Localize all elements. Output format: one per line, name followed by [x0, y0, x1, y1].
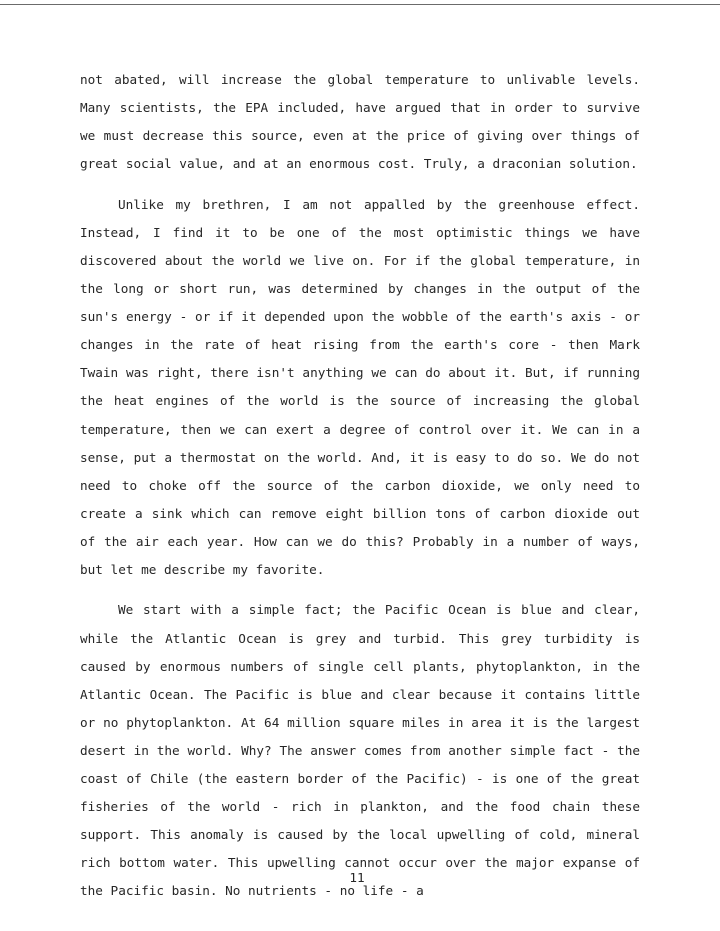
body-paragraph-1: not abated, will increase the global temperature to unlivable levels. Many scientists, the EPA included, have argued that in order to survive we must decrease this source, even at the price of giving over things of great social value, and at an enormous cost. Truly, a draconian solution. [80, 72, 640, 172]
page-number-footer [0, 870, 720, 885]
page-body [80, 66, 640, 899]
page-number: 11 [349, 870, 365, 885]
body-paragraph-3: We start with a simple fact; the Pacific Ocean is blue and clear, while the Atlantic Ocean is grey and turbid. This grey turbidity is caused by enormous numbers of single cell plants, phytoplankton, in the Atlantic Ocean. The Pacific is blue and clear because it contains little or no phytoplankton. At 64 million square miles in area it is the largest desert in the world. Why? The answer comes from another simple fact - the coast of Chile (the eastern border of the Pacific) - is one of the great fisheries of the world - rich in plankton, and the food chain these support. This anomaly is caused by the local upwelling of cold, mineral rich bottom water. This upwelling cannot occur over the major expanse of the Pacific basin. No nutrients - no life - a [80, 602, 640, 899]
top-edge-rule [0, 4, 720, 5]
body-paragraph-2: Unlike my brethren, I am not appalled by the greenhouse effect. Instead, I find it to be one of the most optimistic things we have discovered about the world we live on. For if the global temperature, in the long or short run, was determined by changes in the output of the sun's energy - or if it depended upon the wobble of the earth's axis - or changes in the rate of heat rising from the earth's core - then Mark Twain was right, there isn't anything we can do about it. But, if running the heat engines of the world is the source of increasing the global temperature, then we can exert a degree of control over it. We can in a sense, put a thermostat on the world. And, it is easy to do so. We do not need to choke off the source of the carbon dioxide, we only need to create a sink which can remove eight billion tons of carbon dioxide out of the air each year. How can we do this? Probably in a number of ways, but let me describe my favorite. [80, 196, 640, 577]
